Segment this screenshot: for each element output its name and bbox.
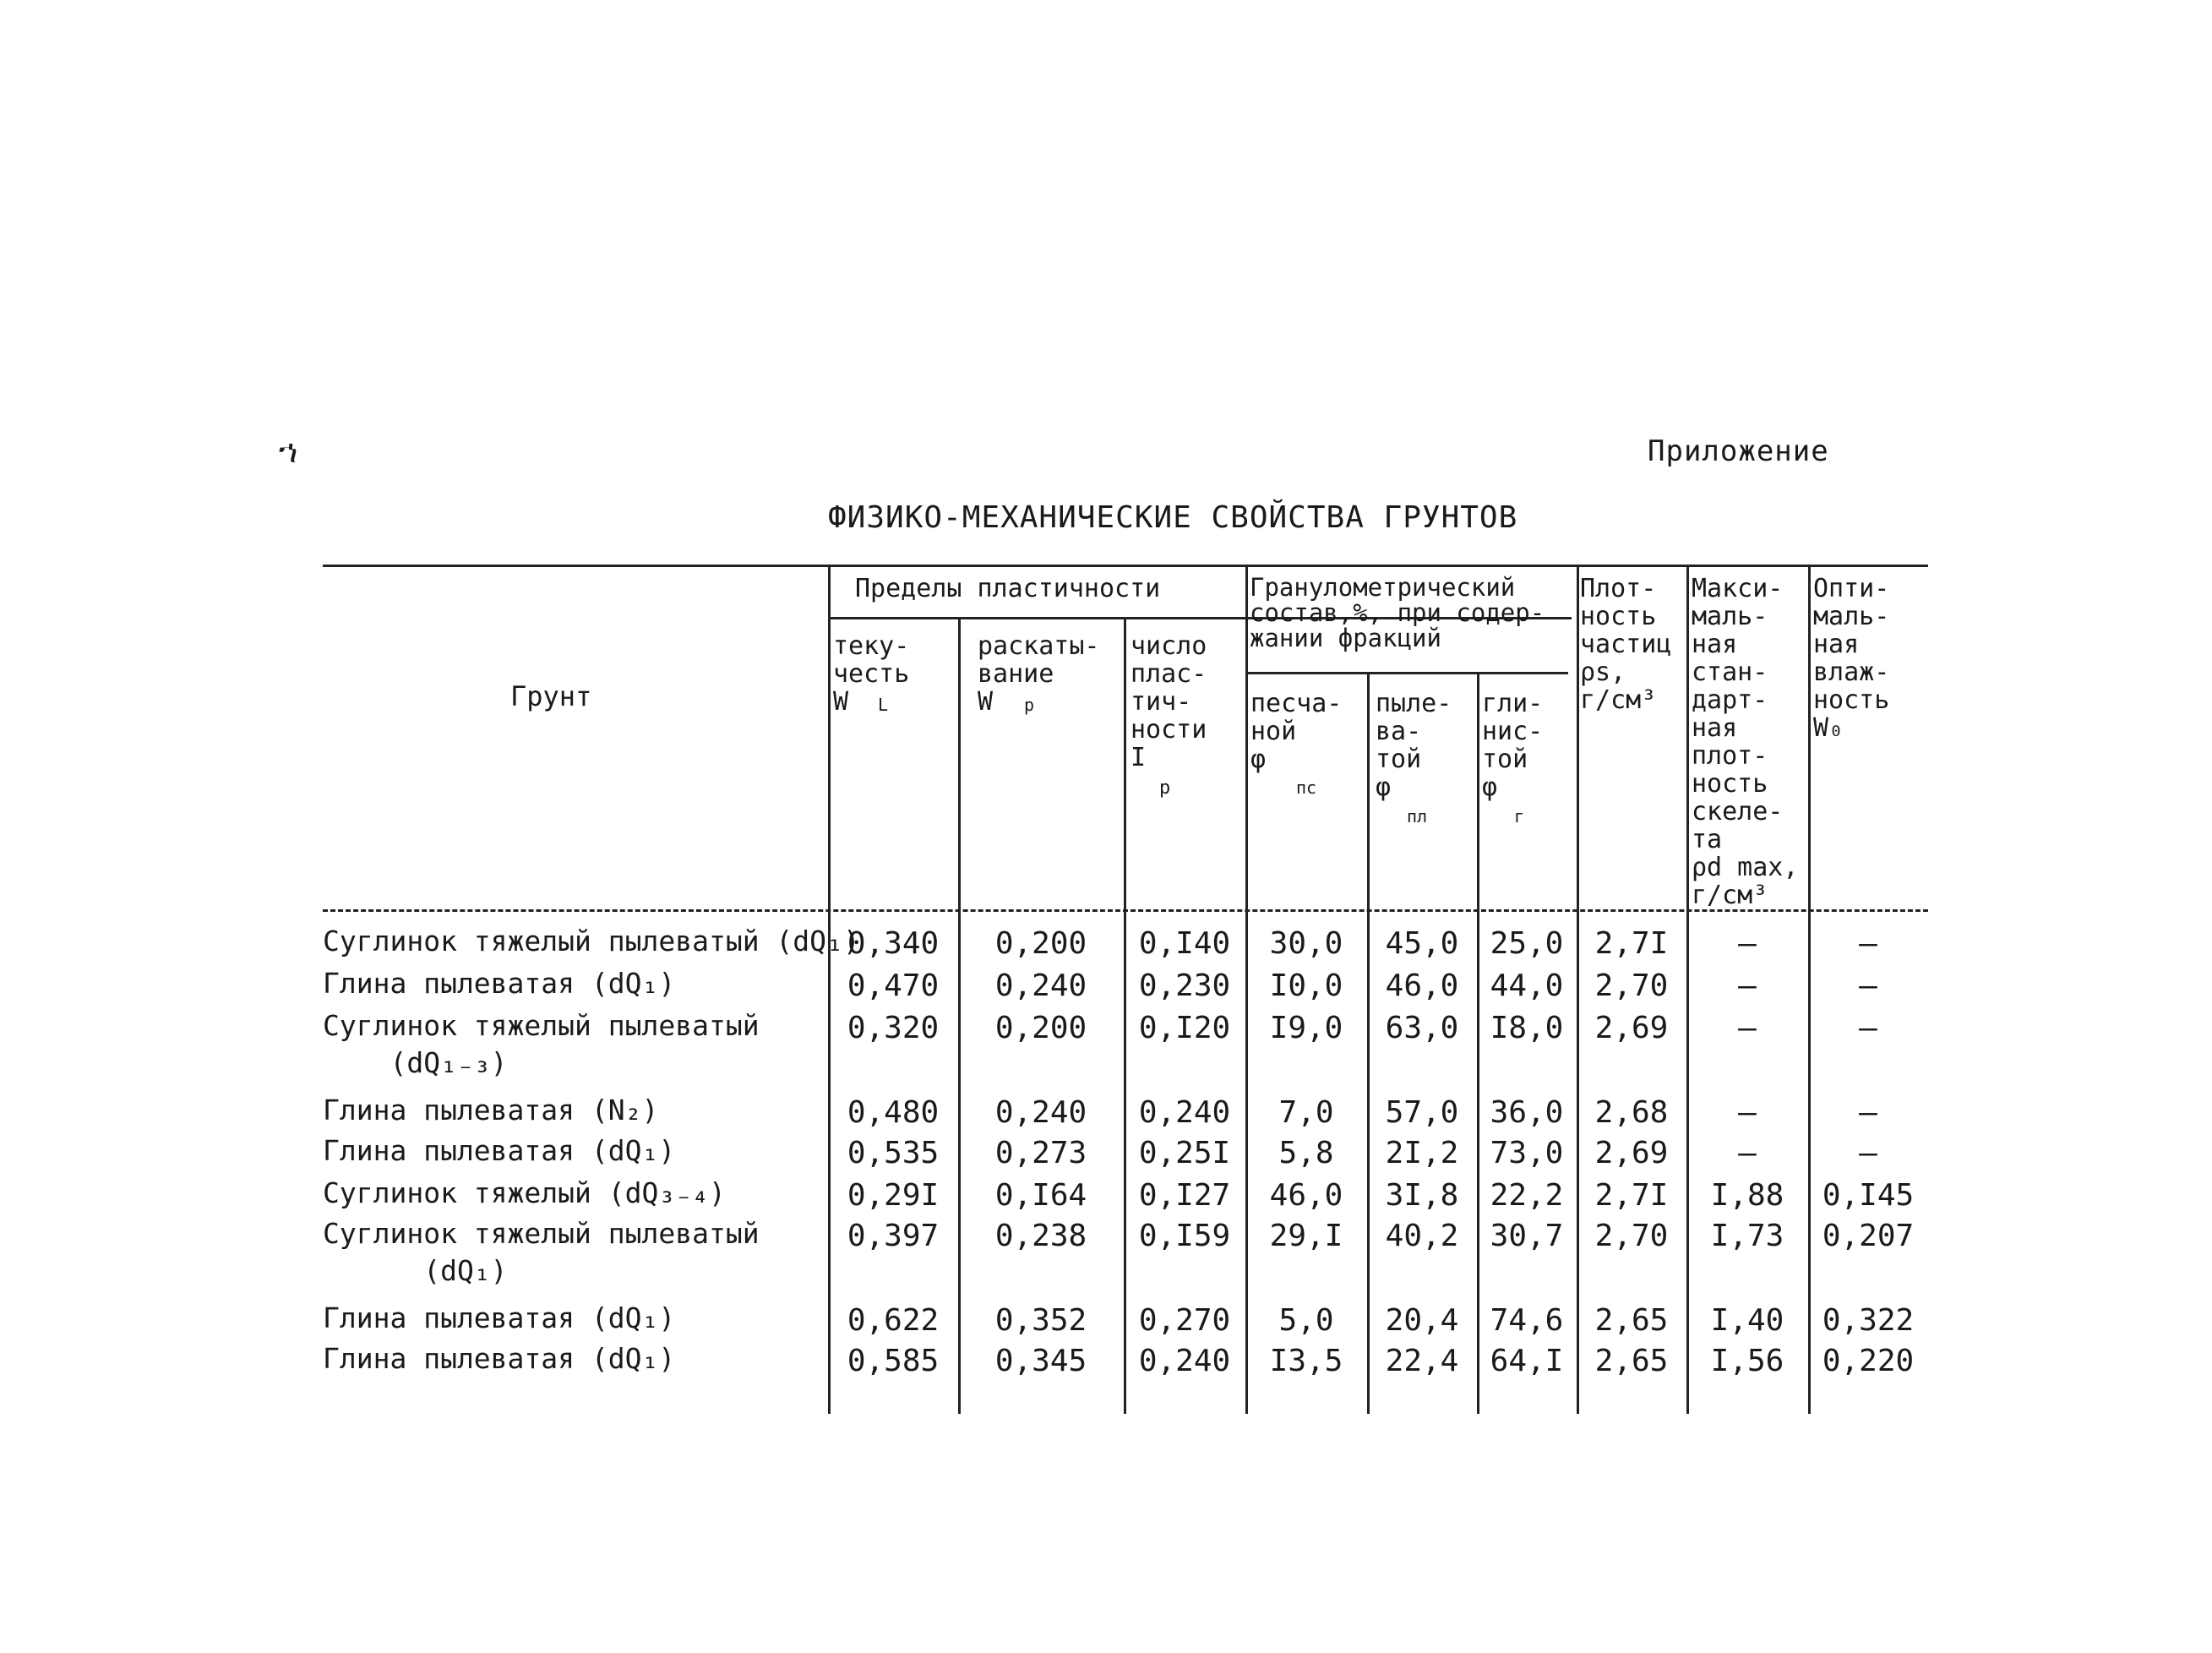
cell-silt: 57,0 [1385,1095,1459,1130]
cell-wl: 0,340 [847,926,940,961]
cell-sand: 29,I [1269,1219,1343,1253]
header-sand: песча- ной φ [1250,689,1343,774]
cell-ip: 0,I40 [1138,926,1231,961]
header-silt: пыле- ва- той φ [1376,689,1452,802]
header-plasticity-limits: Пределы пластичности [855,574,1161,603]
cell-rho-d: I,88 [1710,1178,1784,1213]
cell-ip: 0,230 [1138,968,1231,1003]
cell-clay: 25,0 [1490,926,1564,961]
cell-wp: 0,352 [994,1303,1087,1338]
cell-w0: 0,220 [1822,1344,1915,1378]
cell-clay: 64,I [1490,1344,1564,1378]
cell-rho-d: – [1738,1095,1757,1130]
cell-silt: 22,4 [1385,1344,1459,1378]
cell-w0: – [1859,926,1877,961]
header-granulometric: Гранулометрический состав,%, при содер- жании фракций [1250,573,1545,652]
cell-rho-d: – [1738,1011,1757,1045]
cell-wp: 0,200 [994,1011,1087,1045]
cell-ip: 0,240 [1138,1344,1231,1378]
cell-wp: 0,240 [994,968,1087,1003]
soil-name: Глина пылеватая (dQ₁) [323,1342,676,1375]
appendix-label: Приложение [1648,434,1829,468]
cell-clay: 44,0 [1490,968,1564,1003]
cell-rho-d: – [1738,1136,1757,1170]
cell-ip: 0,240 [1138,1095,1231,1130]
cell-wp: 0,240 [994,1095,1087,1130]
cell-ip: 0,270 [1138,1303,1231,1338]
soil-properties-table [323,565,1928,1414]
cell-rho-s: 2,70 [1594,1219,1669,1253]
cell-rho-s: 2,69 [1594,1011,1669,1045]
cell-wl: 0,397 [847,1219,940,1253]
cell-silt: 2I,2 [1385,1136,1459,1170]
cell-w0: – [1859,1136,1877,1170]
cell-wl: 0,622 [847,1303,940,1338]
cell-wp: 0,238 [994,1219,1087,1253]
cell-ip: 0,I59 [1138,1219,1231,1253]
cell-clay: 36,0 [1490,1095,1564,1130]
cell-sand: I0,0 [1269,968,1343,1003]
cell-sand: 7,0 [1278,1095,1334,1130]
cell-sand: 5,0 [1278,1303,1334,1338]
cell-rho-d: I,40 [1710,1303,1784,1338]
cell-clay: 22,2 [1490,1178,1564,1213]
cell-rho-s: 2,7I [1594,926,1669,961]
cell-wp: 0,273 [994,1136,1087,1170]
soil-name: Глина пылеватая (N₂) [323,1094,659,1127]
cell-rho-d: I,73 [1710,1219,1784,1253]
cell-rho-s: 2,68 [1594,1095,1669,1130]
cell-rho-d: – [1738,968,1757,1003]
cell-wl: 0,470 [847,968,940,1003]
header-max-density: Макси- маль- ная стан- дарт- ная плот- ность скеле- та ρd max, г/см³ [1692,574,1799,910]
cell-wl: 0,320 [847,1011,940,1045]
cell-sand: I9,0 [1269,1011,1343,1045]
granulometric-subheader-rule [1245,672,1568,674]
cell-silt: 3I,8 [1385,1178,1459,1213]
soil-name: Суглинок тяжелый пылеватый (dQ₁₋₃) [323,1009,760,1079]
header-soil: Грунт [510,680,592,712]
header-plasticity-index: число плас- тич- ности I [1131,631,1207,772]
cell-rho-s: 2,65 [1594,1303,1669,1338]
cell-silt: 46,0 [1385,968,1459,1003]
cell-silt: 20,4 [1385,1303,1459,1338]
header-liquid-limit: теку- честь W [833,631,910,717]
header-plasticity-index-sub: p [1159,777,1171,799]
cell-w0: 0,207 [1822,1219,1915,1253]
header-plastic-limit: раскаты- вание W [978,631,1100,717]
cell-rho-d: – [1738,926,1757,961]
cell-wp: 0,200 [994,926,1087,961]
cell-w0: – [1859,1095,1877,1130]
soil-name: Глина пылеватая (dQ₁) [323,1134,676,1167]
header-particle-density: Плот- ность частиц ρs, г/см³ [1580,574,1672,715]
cell-silt: 63,0 [1385,1011,1459,1045]
cell-sand: 30,0 [1269,926,1343,961]
soil-name: Глина пылеватая (dQ₁) [323,1301,676,1334]
header-optimal-moisture: Опти- маль- ная влаж- ность W₀ [1813,574,1890,743]
cell-rho-s: 2,7I [1594,1178,1669,1213]
header-clay-sub: г [1514,806,1525,826]
header-clay: гли- нис- той φ [1482,689,1544,802]
header-sand-sub: пс [1296,777,1317,798]
cell-ip: 0,I27 [1138,1178,1231,1213]
header-silt-sub: пл [1407,806,1428,826]
cell-wl: 0,585 [847,1344,940,1378]
cell-silt: 40,2 [1385,1219,1459,1253]
cell-clay: 74,6 [1490,1303,1564,1338]
cell-clay: 73,0 [1490,1136,1564,1170]
cell-silt: 45,0 [1385,926,1459,961]
cell-sand: I3,5 [1269,1344,1343,1378]
cell-wl: 0,480 [847,1095,940,1130]
cell-wp: 0,345 [994,1344,1087,1378]
soil-name: Суглинок тяжелый (dQ₃₋₄) [323,1176,726,1209]
soil-name: Глина пылеватая (dQ₁) [323,967,676,1000]
soil-name: Суглинок тяжелый пылеватый (dQ₁) [323,1217,760,1287]
cell-wl: 0,535 [847,1136,940,1170]
header-plastic-limit-sub: p [1024,695,1035,715]
soil-name: Суглинок тяжелый пылеватый (dQ₁) [323,925,860,957]
table-title: ФИЗИКО-МЕХАНИЧЕСКИЕ СВОЙСТВА ГРУНТОВ [828,500,1518,535]
cell-clay: 30,7 [1490,1219,1564,1253]
cell-w0: 0,322 [1822,1303,1915,1338]
cell-rho-d: I,56 [1710,1344,1784,1378]
cell-rho-s: 2,65 [1594,1344,1669,1378]
cell-w0: 0,I45 [1822,1178,1915,1213]
cell-sand: 5,8 [1278,1136,1334,1170]
cell-wp: 0,I64 [994,1178,1087,1213]
cell-clay: I8,0 [1490,1011,1564,1045]
cell-ip: 0,25I [1138,1136,1231,1170]
cell-rho-s: 2,70 [1594,968,1669,1003]
cell-ip: 0,I20 [1138,1011,1231,1045]
cell-w0: – [1859,1011,1877,1045]
cell-sand: 46,0 [1269,1178,1343,1213]
header-liquid-limit-sub: L [878,695,889,715]
cell-w0: – [1859,968,1877,1003]
cell-rho-s: 2,69 [1594,1136,1669,1170]
page-mark: ኀ [279,433,298,470]
cell-wl: 0,29I [847,1178,940,1213]
